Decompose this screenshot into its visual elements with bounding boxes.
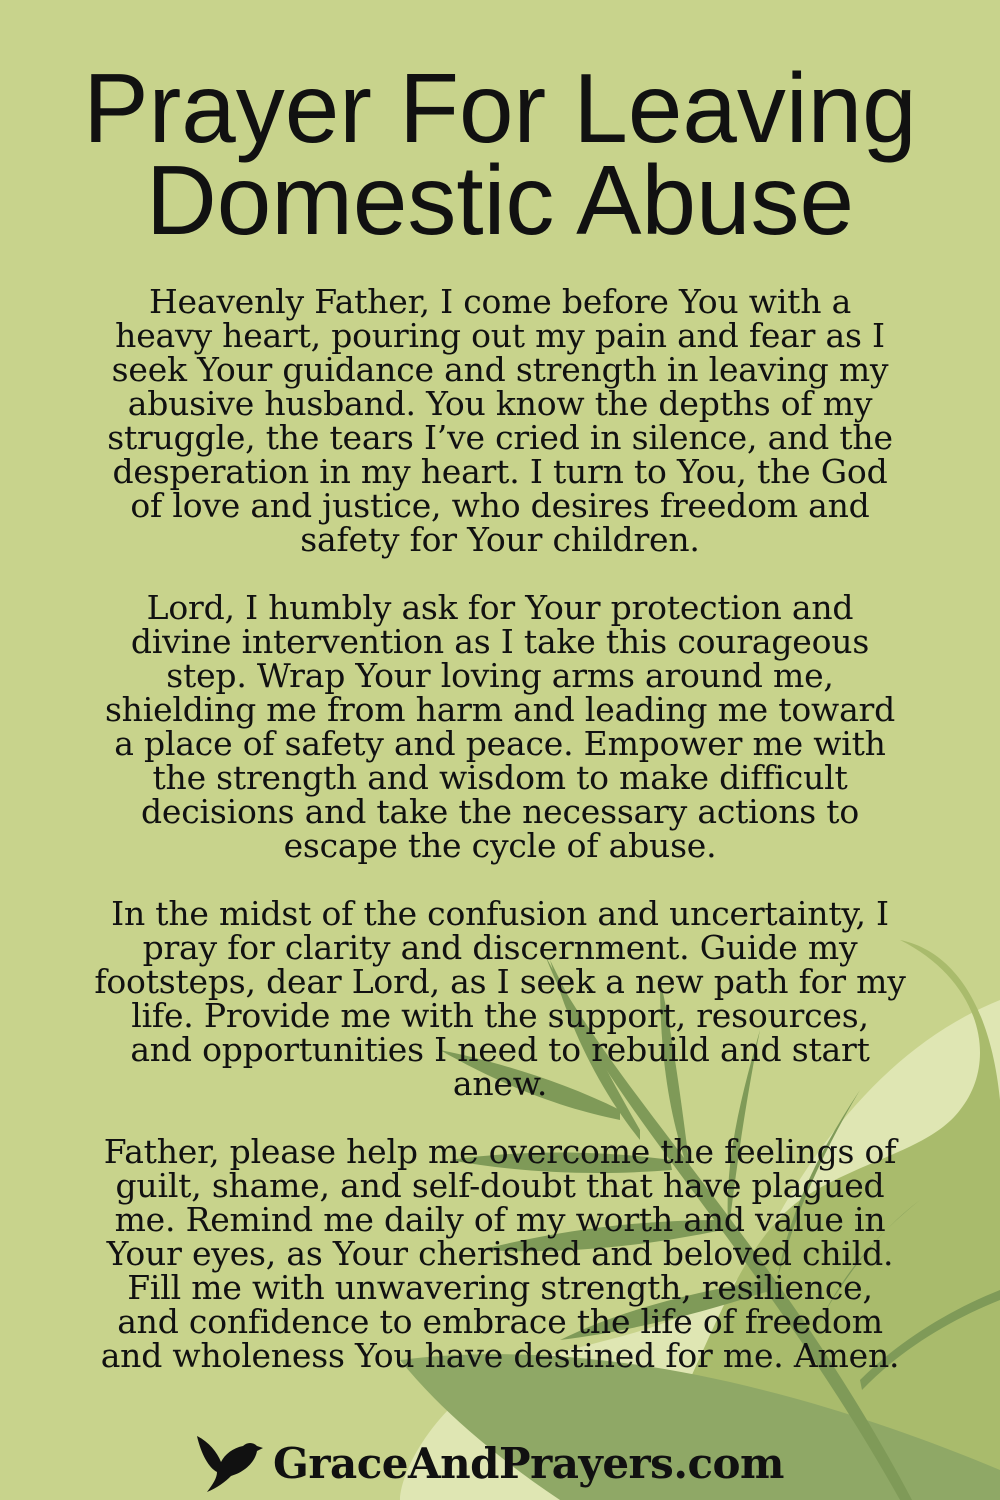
text-line: seek Your guidance and strength in leaving my [111, 350, 889, 389]
text-line: Fill me with unwavering strength, resilience, [127, 1268, 873, 1307]
text-line: me. Remind me daily of my worth and value in [114, 1200, 886, 1239]
paragraph-1 [0, 282, 1000, 559]
prayer-body [0, 282, 1000, 1407]
text-line: guilt, shame, and self-doubt that have plagued [115, 1166, 885, 1205]
brand-name: GraceAndPrayers.com [273, 1438, 784, 1488]
text-line: the strength and wisdom to make difficult [152, 758, 848, 797]
text-line: decisions and take the necessary actions to [140, 792, 860, 831]
text-line: footsteps, dear Lord, as I seek a new path for my [94, 962, 906, 1001]
text-line: abusive husband. You know the depths of my [127, 384, 873, 423]
text-line: Lord, I humbly ask for Your protection and [146, 588, 854, 627]
dove-icon [195, 1432, 265, 1494]
text-line: Heavenly Father, I come before You with a [148, 282, 852, 321]
page-title [0, 53, 1000, 255]
text-line: step. Wrap Your loving arms around me, [166, 656, 834, 695]
text-line: In the midst of the confusion and uncertainty, I [111, 894, 889, 933]
text-line: struggle, the tears I’ve cried in silence, and the [107, 418, 893, 457]
text-line: divine intervention as I take this courageous [130, 622, 870, 661]
text-line: Your eyes, as Your cherished and beloved child. [106, 1234, 894, 1273]
text-line: safety for Your children. [300, 520, 700, 559]
footer-logo [195, 1432, 784, 1494]
text-line: a place of safety and peace. Empower me with [114, 724, 886, 763]
paragraph-2 [0, 588, 1000, 865]
text-line: life. Provide me with the support, resources, [131, 996, 869, 1035]
paragraph-4 [0, 1132, 1000, 1375]
text-line: heavy heart, pouring out my pain and fear as I [115, 316, 885, 355]
text-line: desperation in my heart. I turn to You, the God [112, 452, 888, 491]
text-line: escape the cycle of abuse. [283, 826, 717, 865]
text-line: pray for clarity and discernment. Guide my [142, 928, 858, 967]
text-line: and confidence to embrace the life of freedom [117, 1302, 883, 1341]
text-line: of love and justice, who desires freedom and [130, 486, 870, 525]
title-line: Prayer For Leaving [83, 53, 917, 163]
text-line: and opportunities I need to rebuild and start [130, 1030, 870, 1069]
text-line: and wholeness You have destined for me. Amen. [100, 1336, 900, 1375]
text-line: shielding me from harm and leading me toward [104, 690, 896, 729]
text-line: anew. [452, 1064, 548, 1103]
title-line: Domestic Abuse [145, 145, 855, 255]
paragraph-3 [0, 894, 1000, 1103]
text-line: Father, please help me overcome the feelings of [103, 1132, 897, 1171]
